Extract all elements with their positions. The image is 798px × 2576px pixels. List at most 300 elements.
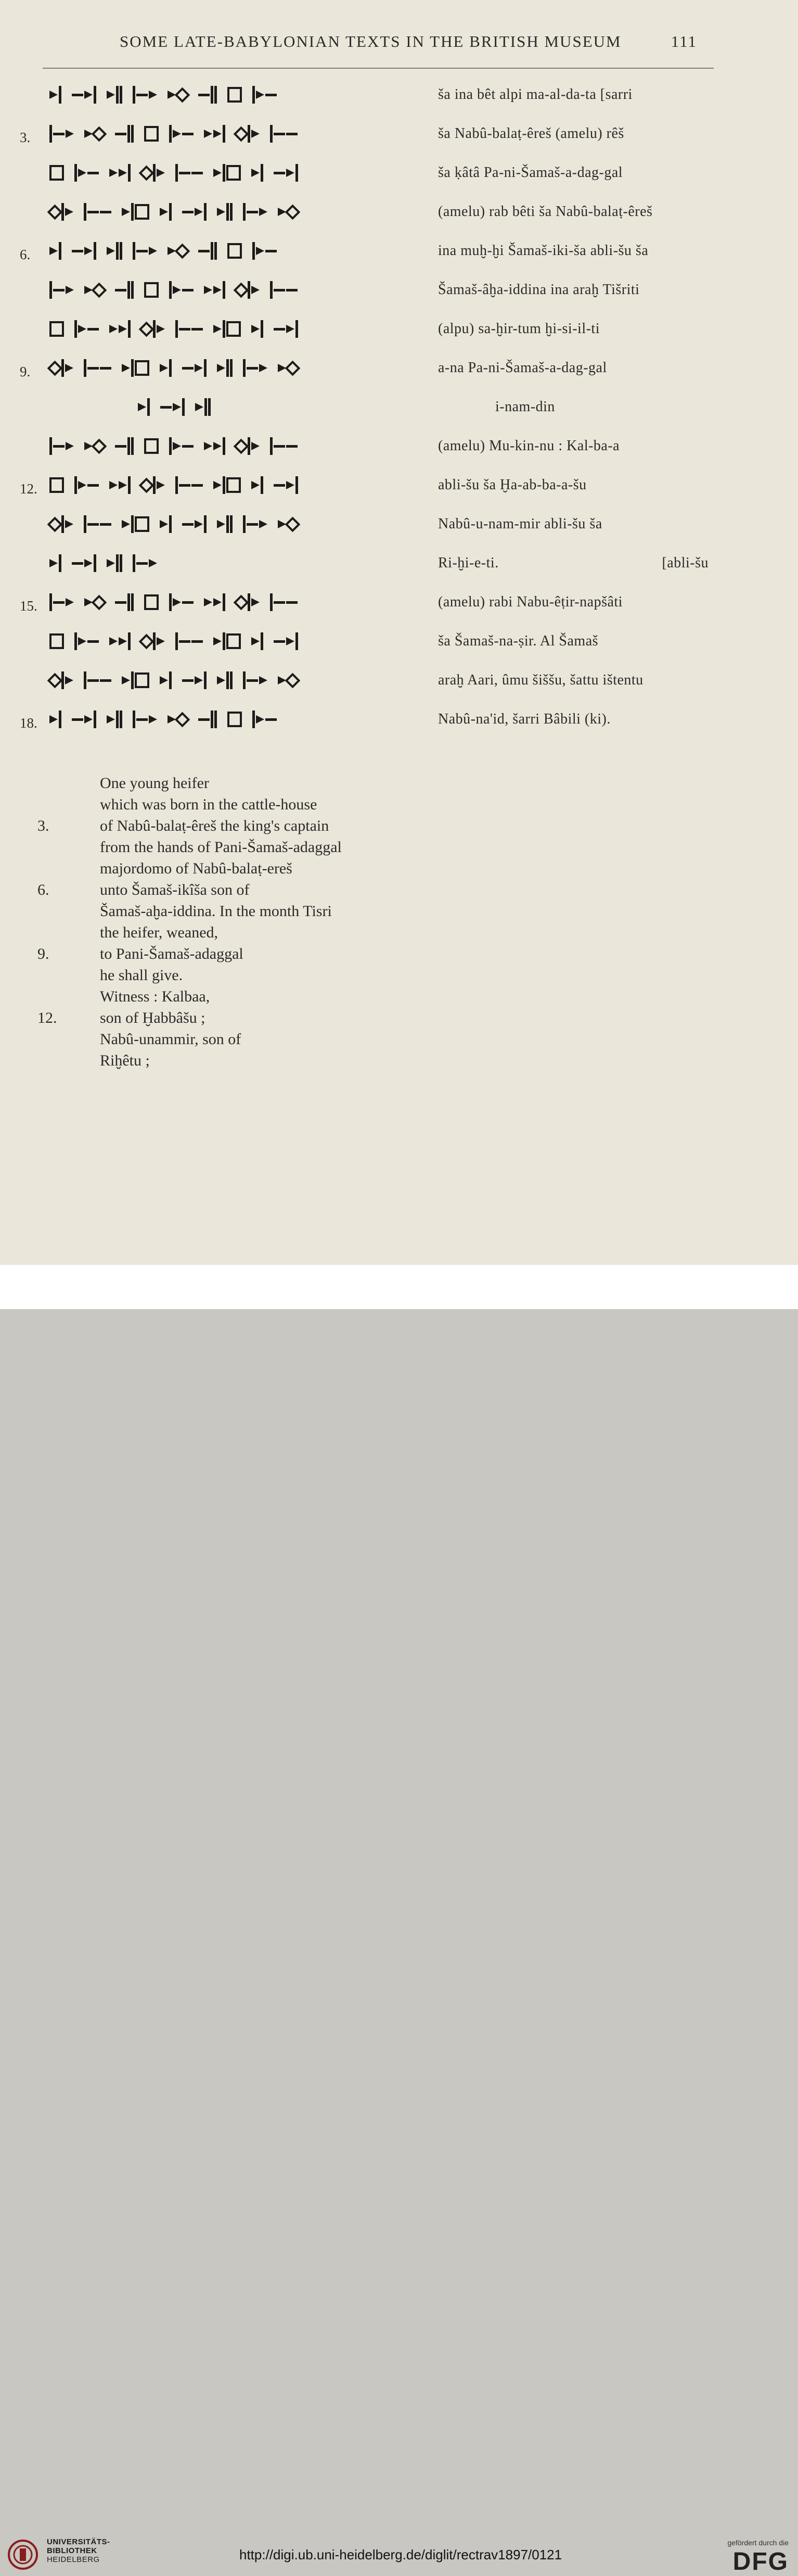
cuneiform-sign-icon [84,436,105,456]
transliteration-main: (amelu) rab bêti ša Nabû-balaṭ-êreš [438,204,653,220]
wedge-stroke [47,672,63,688]
cuneiform-sign-icon [274,319,298,339]
transliteration-main: (alpu) sa-ḫir-tum ḫi-si-il-ti [438,321,600,337]
cuneiform-sign-icon [144,123,159,144]
cuneiform-sign-icon [141,475,165,496]
wedge-stroke [234,438,249,454]
wedge-stroke [49,477,64,493]
wedge-stroke [217,208,225,216]
wedge-stroke [223,320,225,338]
cuneiform-sign-icon [213,475,241,496]
transliteration-line [0,391,798,423]
cuneiform-sign-icon [122,358,149,378]
wedge-stroke [179,640,190,643]
wedge-stroke [109,169,118,177]
line-number: 15. [20,598,37,614]
wedge-stroke [247,211,258,213]
wedge-stroke [92,282,107,298]
wedge-stroke [261,476,263,494]
transliteration-line [0,587,798,618]
transliteration-main: Ri-ḫi-e-ti. [438,555,499,571]
wedge-stroke [226,203,229,221]
running-header [120,32,697,53]
wedge-stroke [208,398,211,416]
transliteration-text [438,321,709,337]
cuneiform-sign-icon [109,319,131,339]
wedge-stroke [182,367,194,370]
wedge-stroke [59,710,61,728]
wedge-stroke [49,321,64,337]
cuneiform-sign-icon [138,397,150,417]
wedge-stroke [223,476,225,494]
wedge-stroke [213,169,222,177]
cuneiform-sign-icon [252,240,277,261]
transliteration-text [438,672,709,689]
wedge-stroke [191,328,203,331]
wedge-stroke [252,710,255,728]
wedge-stroke [175,243,190,259]
transliteration-line [0,313,798,345]
wedge-stroke [131,359,134,377]
wedge-stroke [100,367,111,370]
wedge-stroke [157,637,165,645]
cuneiform-sign-icon [278,358,298,378]
cuneiform-sign-icon [160,670,172,691]
transliteration-main: Nabû-u-nam-mir abli-šu ša [438,516,602,532]
cuneiform-sign-icon [84,670,111,691]
line-number: 3. [20,130,31,145]
cuneiform-sign-icon [270,592,298,613]
wedge-stroke [119,169,127,177]
cuneiform-sign-icon [274,631,298,652]
cuneiform-sign-icon [49,553,61,574]
cuneiform-sign-icon [217,514,233,535]
wedge-stroke [65,208,73,216]
translation-line-number: 9. [37,945,49,962]
wedge-stroke [217,520,225,528]
wedge-stroke [65,520,73,528]
wedge-stroke [285,360,301,376]
wedge-stroke [144,126,159,142]
cuneiform-sign-icon [175,162,203,183]
wedge-stroke [49,437,52,455]
wedge-stroke [65,364,73,372]
wedge-stroke [119,637,127,645]
wedge-stroke [191,484,203,487]
wedge-stroke [87,679,99,682]
wedge-stroke [265,94,277,96]
wedge-stroke [49,559,58,567]
transliteration-main: ina muḫ-ḫi Šamaš-iki-ša abli-šu ša [438,243,649,259]
wedge-stroke [87,367,99,370]
transliteration-text [438,360,709,376]
cuneiform-sign-icon [182,358,207,378]
cuneiform-line [138,391,523,423]
cuneiform-sign-icon [49,319,64,339]
transliteration-line [0,235,798,267]
wedge-stroke [78,325,86,333]
wedge-stroke [122,520,130,528]
transliteration-text [438,243,709,259]
wedge-stroke [230,359,233,377]
wedge-stroke [66,598,74,606]
transliteration-continuation: [abli-šu [662,555,709,571]
cuneiform-sign-icon [72,84,96,105]
wedge-stroke [195,364,203,372]
wedge-stroke [136,718,148,721]
wedge-stroke [204,130,212,138]
cuneiform-sign-icon [122,201,149,222]
cuneiform-sign-icon [144,280,159,300]
wedge-stroke [169,203,172,221]
wedge-stroke [115,601,126,604]
cuneiform-sign-icon [107,553,122,574]
cuneiform-sign-icon [141,162,165,183]
wedge-stroke [214,242,217,260]
transliteration-line [0,469,798,501]
wedge-stroke [122,676,130,684]
wedge-stroke [217,676,225,684]
wedge-stroke [182,398,185,416]
cuneiform-sign-icon [270,436,298,456]
transliteration-text [438,555,709,572]
cuneiform-sign-icon [251,162,263,183]
wedge-stroke [49,593,52,611]
wedge-stroke [131,593,134,611]
cuneiform-sign-icon [49,670,73,691]
wedge-stroke [256,715,264,724]
transliteration-line [0,509,798,540]
wedge-stroke [53,289,65,291]
wedge-stroke [213,481,222,489]
transliteration-main: Šamaš-âḫa-iddina ina araḫ Tišriti [438,282,640,298]
cuneiform-line [49,79,434,110]
wedge-stroke [274,601,285,604]
wedge-stroke [213,442,222,450]
wedge-stroke [274,289,285,291]
wedge-stroke [179,172,190,174]
wedge-stroke [139,321,155,337]
cuneiform-sign-icon [122,514,149,535]
translation-line-number: 3. [37,817,49,834]
cuneiform-sign-icon [74,319,99,339]
translation-line: Riḫêtu ; [100,1052,150,1069]
wedge-stroke [251,442,260,450]
wedge-stroke [116,242,119,260]
transliteration-text [438,204,709,220]
cuneiform-sign-icon [133,709,157,730]
transliteration-main: ša Nabû-balaṭ-êreš (amelu) rêš [438,125,624,142]
cuneiform-sign-icon [169,436,194,456]
cuneiform-line [49,587,434,618]
wedge-stroke [72,562,83,565]
transliteration-main: ša ina bêt alpi ma-al-da-ta [sarri [438,86,633,103]
cuneiform-sign-icon [175,475,203,496]
wedge-stroke [204,203,207,221]
cuneiform-sign-icon [160,514,172,535]
transliteration-line [0,665,798,696]
cuneiform-sign-icon [182,201,207,222]
wedge-stroke [247,367,258,370]
wedge-stroke [169,515,172,533]
wedge-stroke [139,633,155,649]
wedge-stroke [92,594,107,610]
wedge-stroke [179,484,190,487]
cuneiform-line [49,118,434,149]
wedge-stroke [286,601,298,604]
wedge-stroke [182,289,194,291]
header-rule [43,68,714,69]
wedge-stroke [169,671,172,689]
cuneiform-sign-icon [49,631,64,652]
translation-line: from the hands of Pani-Šamaš-adaggal [100,839,342,856]
transliteration-main: i-nam-din [495,399,555,415]
wedge-stroke [78,481,86,489]
wedge-stroke [182,445,194,448]
cuneiform-sign-icon [252,709,277,730]
cuneiform-line [49,157,434,188]
wedge-stroke [213,598,222,606]
page-title: SOME LATE-BABYLONIAN TEXTS IN THE BRITISH MUSEUM [120,32,622,50]
wedge-stroke [84,559,93,567]
cuneiform-sign-icon [49,592,74,613]
cuneiform-sign-icon [144,592,159,613]
wedge-stroke [157,481,165,489]
wedge-stroke [175,164,178,182]
cuneiform-sign-icon [198,84,217,105]
wedge-stroke [274,133,285,135]
cuneiform-sign-icon [49,475,64,496]
wedge-stroke [157,325,165,333]
wedge-stroke [120,554,122,572]
wedge-stroke [223,164,225,182]
cuneiform-sign-icon [227,240,242,261]
wedge-stroke [226,515,229,533]
cuneiform-sign-icon [49,436,74,456]
transliteration-main: (amelu) Mu-kin-nu : Kal-ba-a [438,438,620,454]
wedge-stroke [169,125,172,143]
wedge-stroke [247,679,258,682]
wedge-stroke [78,169,86,177]
wedge-stroke [160,208,168,216]
wedge-stroke [107,559,115,567]
wedge-stroke [131,437,134,455]
wedge-stroke [74,632,77,650]
wedge-stroke [144,594,159,610]
translation-line: of Nabû-balaṭ-êreš the king's captain [100,817,329,834]
cuneiform-sign-icon [84,123,105,144]
wedge-stroke [270,593,273,611]
wedge-stroke [157,169,165,177]
wedge-stroke [139,477,155,493]
wedge-stroke [74,476,77,494]
cuneiform-sign-icon [182,514,207,535]
line-number: 9. [20,364,31,379]
wedge-stroke [204,286,212,294]
cuneiform-line [49,274,434,306]
wedge-stroke [175,712,190,727]
wedge-stroke [274,445,285,448]
wedge-stroke [160,676,168,684]
wedge-stroke [213,286,222,294]
cuneiform-sign-icon [198,709,217,730]
wedge-stroke [243,359,246,377]
cuneiform-sign-icon [49,240,61,261]
translation-line: son of Ḫabbâšu ; [100,1009,205,1026]
cuneiform-line [49,469,434,501]
page-number: 111 [671,32,697,50]
wedge-stroke [87,523,99,526]
cuneiform-sign-icon [115,592,134,613]
source-url[interactable]: http://digi.ub.uni-heidelberg.de/diglit/rectrav1897/0121 [239,2547,562,2562]
wedge-stroke [160,364,168,372]
wedge-stroke [120,242,122,260]
line-number: 12. [20,481,37,497]
cuneiform-sign-icon [168,84,188,105]
wedge-stroke [223,593,225,611]
wedge-stroke [136,94,148,96]
wedge-stroke [87,640,99,643]
wedge-stroke [84,203,86,221]
cuneiform-sign-icon [49,162,64,183]
wedge-stroke [84,247,93,255]
cuneiform-sign-icon [168,709,188,730]
cuneiform-sign-icon [195,397,211,417]
wedge-stroke [135,672,149,688]
wedge-stroke [251,598,260,606]
institution-name: UNIVERSITÄTS- BIBLIOTHEK HEIDELBERG [47,2537,110,2564]
cuneiform-sign-icon [84,514,111,535]
wedge-stroke [230,203,233,221]
cuneiform-line [49,665,434,696]
wedge-stroke [285,672,301,688]
wedge-stroke [53,445,65,448]
wedge-stroke [198,250,210,252]
cuneiform-sign-icon [213,162,241,183]
wedge-stroke [247,523,258,526]
wedge-stroke [261,164,263,182]
cuneiform-sign-icon [72,709,96,730]
wedge-stroke [213,637,222,645]
wedge-stroke [173,130,181,138]
transliteration-text [438,633,709,650]
wedge-stroke [270,281,273,299]
dfg-logo: DFG [732,2548,789,2575]
cuneiform-sign-icon [243,514,267,535]
wedge-stroke [115,445,126,448]
wedge-stroke [84,715,93,724]
wedge-stroke [131,125,134,143]
wedge-stroke [223,125,225,143]
wedge-stroke [226,165,241,181]
wedge-stroke [72,250,83,252]
wedge-stroke [49,125,52,143]
wedge-stroke [198,94,210,96]
wedge-stroke [243,203,246,221]
wedge-stroke [131,203,134,221]
wedge-stroke [74,320,77,338]
wedge-stroke [144,438,159,454]
wedge-stroke [204,671,207,689]
cuneiform-line [49,430,434,462]
cuneiform-sign-icon [133,240,157,261]
wedge-stroke [128,476,131,494]
library-seal-icon [7,2539,38,2570]
cuneiform-sign-icon [278,670,298,691]
wedge-stroke [92,126,107,142]
wedge-stroke [265,250,277,252]
wedge-stroke [109,325,118,333]
wedge-stroke [47,516,63,532]
transliteration-main: ša Šamaš-na-ṣir. Al Šamaš [438,633,599,649]
wedge-stroke [179,328,190,331]
wedge-stroke [211,242,213,260]
wedge-stroke [169,593,172,611]
wedge-stroke [107,91,115,99]
wedge-stroke [204,515,207,533]
wedge-stroke [234,126,249,142]
wedge-stroke [107,715,115,724]
transliteration-main: abli-šu ša Ḫa-ab-ba-a-šu [438,477,587,493]
cuneiform-sign-icon [217,358,233,378]
wedge-stroke [133,710,135,728]
wedge-stroke [49,91,58,99]
wedge-stroke [169,437,172,455]
cuneiform-sign-icon [74,162,99,183]
wedge-stroke [223,632,225,650]
cuneiform-sign-icon [251,319,263,339]
cuneiform-sign-icon [204,436,225,456]
cuneiform-sign-icon [141,319,165,339]
wedge-stroke [173,286,181,294]
wedge-stroke [94,242,96,260]
wedge-stroke [251,325,260,333]
wedge-stroke [182,601,194,604]
wedge-stroke [251,481,260,489]
wedge-stroke [127,437,130,455]
wedge-stroke [133,554,135,572]
cuneiform-sign-icon [227,709,242,730]
wedge-stroke [94,86,96,104]
wedge-stroke [175,320,178,338]
cuneiform-line [49,548,434,579]
translation-line-number: 6. [37,881,49,898]
wedge-stroke [214,710,217,728]
wedge-stroke [204,442,212,450]
wedge-stroke [92,438,107,454]
cuneiform-sign-icon [243,670,267,691]
wedge-stroke [49,247,58,255]
wedge-stroke [173,442,181,450]
cuneiform-sign-icon [204,280,225,300]
wedge-stroke [251,286,260,294]
wedge-stroke [149,559,157,567]
transliteration-text [438,477,709,493]
cuneiform-sign-icon [169,280,194,300]
wedge-stroke [274,484,285,487]
cuneiform-sign-icon [144,436,159,456]
cuneiform-sign-icon [169,123,194,144]
wedge-stroke [204,359,207,377]
wedge-stroke [169,359,172,377]
wedge-stroke [261,632,263,650]
wedge-stroke [149,91,157,99]
wedge-stroke [119,325,127,333]
cuneiform-sign-icon [251,475,263,496]
cuneiform-sign-icon [84,592,105,613]
wedge-stroke [160,406,172,409]
cuneiform-sign-icon [236,280,260,300]
